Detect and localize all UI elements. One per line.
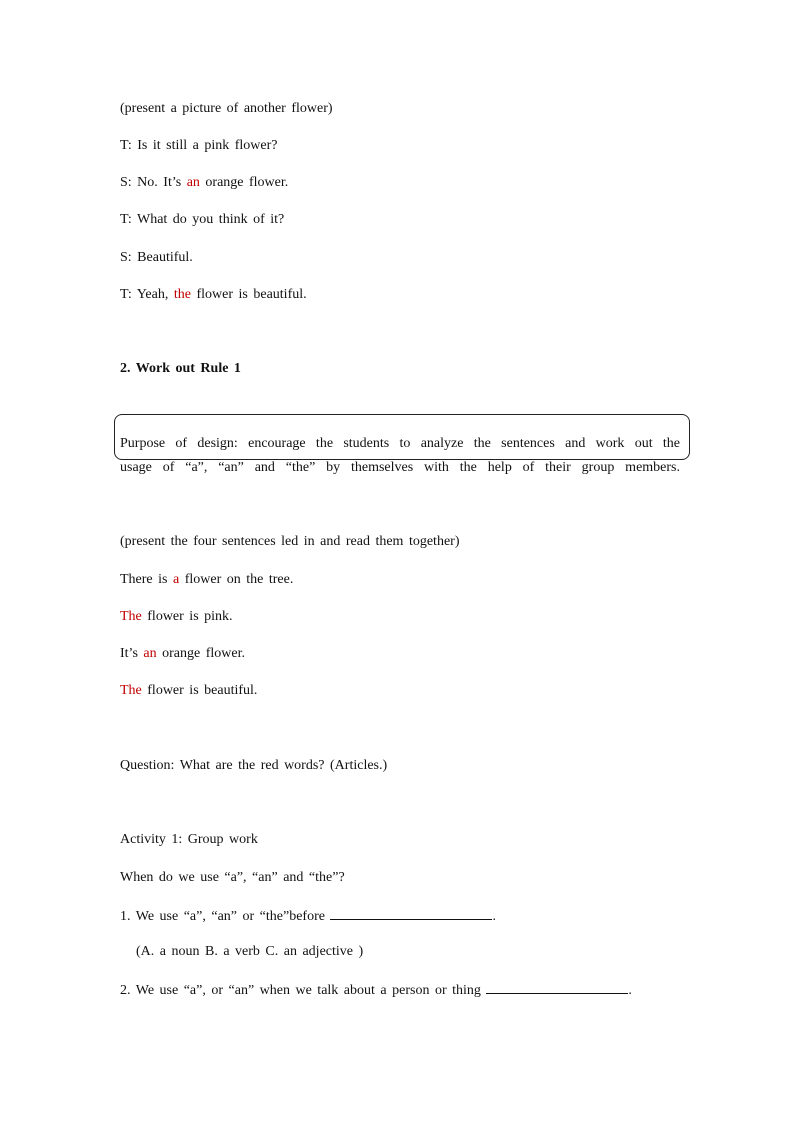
dialogue-teacher-2: T: What do you think of it? — [120, 212, 285, 227]
example-sentence-2 — [120, 608, 233, 626]
example-sentence-1-post: flower on the tree. — [179, 572, 294, 587]
example-sentence-3-pre: It’s — [120, 646, 144, 661]
activity-prompt: When do we use “a”, “an” and “the”? — [120, 870, 345, 885]
article-highlight: an — [186, 175, 200, 190]
example-sentence-2-post: flower is pink. — [141, 609, 233, 624]
answer-blank-1[interactable] — [330, 906, 492, 920]
purpose-line-1: Purpose of design: encourage the students to analyze the sentences and work out the — [120, 436, 680, 451]
dialogue-student-1-pre: S: No. It’s — [120, 175, 187, 190]
dialogue-student-1 — [120, 174, 288, 192]
example-sentence-4-post: flower is beautiful. — [141, 683, 258, 698]
dialogue-student-1-post: orange flower. — [199, 175, 289, 190]
exercise-question-1-end: . — [492, 909, 496, 924]
dialogue-teacher-3-post: flower is beautiful. — [190, 287, 307, 302]
article-highlight: the — [173, 287, 191, 302]
question-line: Question: What are the red words? (Articles.) — [120, 758, 388, 773]
exercise-question-2-end: . — [628, 983, 632, 998]
dialogue-student-2: S: Beautiful. — [120, 250, 193, 265]
exercise-question-1 — [120, 906, 496, 926]
answer-blank-2[interactable] — [486, 980, 628, 994]
stage-direction-picture: (present a picture of another flower) — [120, 101, 333, 116]
article-highlight: a — [172, 572, 180, 587]
dialogue-teacher-3-pre: T: Yeah, — [120, 287, 174, 302]
example-sentence-1-pre: There is — [120, 572, 173, 587]
article-highlight: an — [143, 646, 157, 661]
example-sentence-4 — [120, 682, 257, 700]
article-highlight: The — [120, 683, 142, 698]
exercise-question-2 — [120, 980, 632, 1000]
purpose-line-2: usage of “a”, “an” and “the” by themselves with the help of their group members. — [120, 460, 680, 475]
article-highlight: The — [120, 609, 142, 624]
exercise-options-1: (A. a noun B. a verb C. an adjective ) — [136, 944, 364, 959]
activity-title: Activity 1: Group work — [120, 832, 258, 847]
section-heading: 2. Work out Rule 1 — [120, 361, 241, 376]
sentences-intro: (present the four sentences led in and read them together) — [120, 534, 460, 549]
dialogue-teacher-1: T: Is it still a pink flower? — [120, 138, 278, 153]
example-sentence-3 — [120, 645, 245, 663]
example-sentence-3-post: orange flower. — [156, 646, 245, 661]
example-sentence-1 — [120, 571, 293, 589]
dialogue-teacher-3 — [120, 286, 307, 304]
exercise-question-1-text: 1. We use “a”, “an” or “the”before — [120, 909, 331, 924]
exercise-question-2-text: 2. We use “a”, or “an” when we talk about a person or thing — [120, 983, 487, 998]
